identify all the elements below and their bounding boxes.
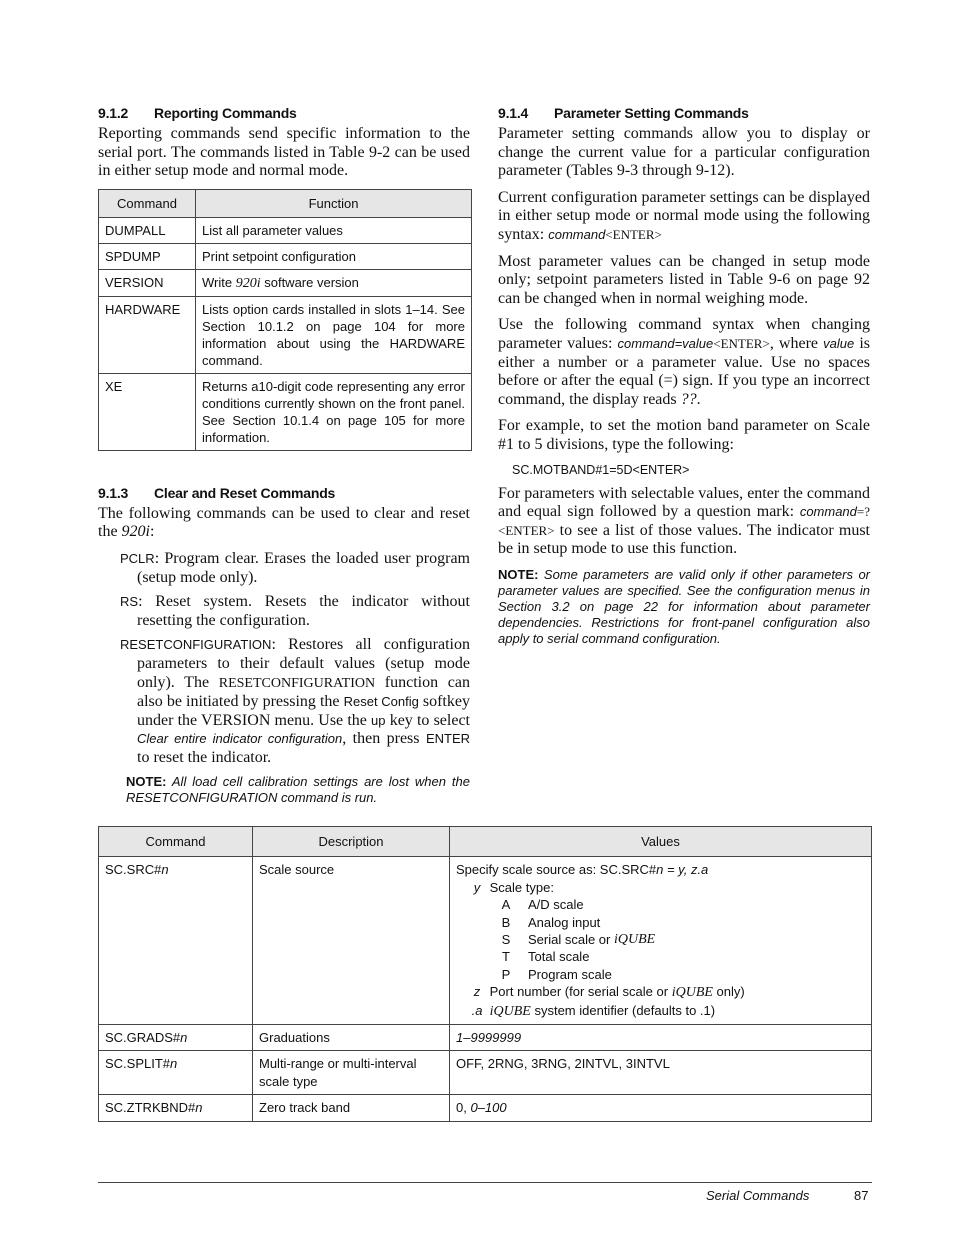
description-cell: Zero track band: [253, 1095, 450, 1121]
list-item: P Program scale: [501, 966, 612, 982]
table-row: [99, 373, 472, 450]
command-cell: SC.SRC#n: [99, 857, 253, 1025]
function-cell: Write 920i software version: [196, 269, 472, 296]
footer-section-name: Serial Commands: [706, 1188, 810, 1203]
values-z: z Port number (for serial scale or iQUBE only): [473, 984, 745, 1001]
reporting-intro: Reporting commands send specific information to the serial port. The commands listed in Table 9-2 can be used in either setup mode and normal mode.: [98, 125, 470, 180]
description-cell: Scale source: [253, 857, 450, 1025]
section-heading-9-1-3: 9.1.3 Clear and Reset Commands: [98, 484, 336, 501]
function-cell: Print setpoint configuration: [196, 243, 472, 269]
values-cell: OFF, 2RNG, 3RNG, 2INTVL, 3INTVL: [450, 1051, 872, 1095]
list-item: T Total scale: [502, 949, 590, 965]
section-heading-9-1-2: 9.1.2 Reporting Commands: [98, 105, 297, 121]
paragraph: For parameters with selectable values, enter the command and equal sign followed by a question mark: command=?<ENTER> to see a list of those values. The indicator must be in setup mode to use this function.: [498, 484, 870, 558]
table-header: Command: [99, 189, 196, 217]
values-cell: 0, 0–100: [450, 1095, 872, 1121]
table-row: [99, 1025, 872, 1051]
command-cell: SC.ZTRKBND#n: [99, 1095, 253, 1121]
paragraph: For example, to set the motion band parameter on Scale #1 to 5 divisions, type the following:: [498, 417, 870, 453]
function-cell: Returns a10-digit code representing any error conditions currently shown on the front panel. See Section 10.1.4 on page 105 for more information.: [196, 373, 472, 450]
footer-divider: [98, 1182, 872, 1183]
table-header: Values: [450, 827, 872, 857]
command-cell: DUMPALL: [99, 217, 196, 243]
description-cell: Graduations: [253, 1025, 450, 1051]
table-header: Command: [99, 827, 253, 857]
table-header: Description: [253, 827, 450, 857]
table-row: [99, 269, 472, 296]
table-row: [99, 1051, 872, 1095]
values-cell: 1–9999999: [450, 1025, 872, 1051]
description-cell: Multi-range or multi-interval scale type: [253, 1051, 450, 1095]
command-cell: SC.SPLIT#n: [99, 1051, 253, 1095]
paragraph: Parameter setting commands allow you to display or change the current value for a particular configuration parameter (Tables 9-3 through 9-12).: [498, 125, 870, 180]
table-header-row: [99, 827, 872, 857]
values-spec: Specify scale source as: SC.SRC#n = y, z.a: [456, 862, 709, 878]
values-y: y Scale type:: [473, 879, 554, 895]
clear-reset-intro: The following commands can be used to clear and reset the 920i:: [98, 504, 470, 541]
command-cell: SPDUMP: [99, 243, 196, 269]
scale-parameters-table: [98, 826, 872, 1122]
section-heading-9-1-4: 9.1.4 Parameter Setting Commands: [498, 105, 749, 121]
table-row: [99, 217, 472, 243]
table-row: [99, 857, 872, 1025]
resetconfiguration-item: RESETCONFIGURATION: Restores all configuration parameters to their default values (setup mode only). The RESETCONFIGURATION function can also be initiated by pressing the Reset Config softkey under the VERSION menu. Use the up key to select Clear entire indicator configuration, then press ENTER to reset the indicator.: [120, 636, 471, 766]
command-cell: SC.GRADS#n: [99, 1025, 253, 1051]
function-cell: List all parameter values: [196, 217, 472, 243]
paragraph: Most parameter values can be changed in setup mode only; setpoint parameters listed in Table 9-6 on page 92 can be changed when in normal weighing mode.: [498, 252, 870, 307]
paragraph: Use the following command syntax when changing parameter values: command=value<ENTER>, where value is either a number or a parameter value. Use no spaces before or after the equal (=) sign. If you type an incorrect command, the display reads ??.: [498, 316, 871, 408]
paragraph: Current configuration parameter settings can be displayed in either setup mode or normal mode using the following syntax: command<ENTER>: [498, 188, 870, 243]
pclr-item: PCLR: Program clear. Erases the loaded user program (setup mode only).: [120, 549, 470, 586]
rs-item: RS: Reset system. Resets the indicator without resetting the configuration.: [120, 593, 470, 629]
note: NOTE: Some parameters are valid only if other parameters or parameter values are specified. See the configuration menus in Section 3.2 on page 22 for information about parameter dependencies. Restrictions for front-panel configuration also apply to serial command configuration.: [498, 566, 870, 646]
command-cell: HARDWARE: [99, 296, 196, 373]
scale-type-list: [484, 896, 865, 983]
left-column: [98, 105, 470, 806]
command-cell: XE: [99, 373, 196, 450]
values-cell: [450, 857, 872, 1025]
note: NOTE: All load cell calibration settings are lost when the RESETCONFIGURATION command is run.: [126, 773, 470, 805]
table-header-row: [99, 189, 472, 217]
reporting-commands-table: [98, 189, 472, 451]
page-number: 87: [854, 1188, 869, 1203]
command-cell: VERSION: [99, 269, 196, 296]
function-cell: Lists option cards installed in slots 1–14. See Section 10.1.2 on page 104 for more information about using the HARDWARE command.: [196, 296, 472, 373]
example-command: SC.MOTBAND#1=5D<ENTER>: [512, 462, 690, 477]
list-item: B Analog input: [501, 914, 601, 930]
table-row: [99, 1095, 872, 1121]
table-header: Function: [196, 189, 472, 217]
values-a: .a iQUBE system identifier (defaults to .1): [471, 1002, 716, 1019]
list-item: S Serial scale or iQUBE: [501, 932, 656, 948]
table-row: [99, 296, 472, 373]
list-item: A A/D scale: [501, 897, 584, 913]
table-row: [99, 243, 472, 269]
right-column: [498, 105, 870, 647]
